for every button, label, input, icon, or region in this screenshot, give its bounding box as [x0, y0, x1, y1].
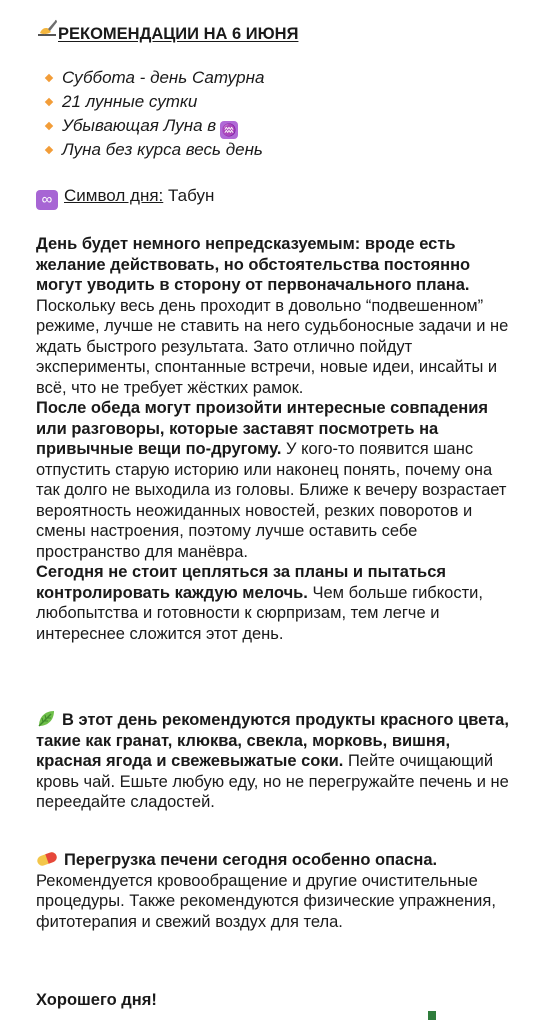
main-paragraph: День будет немного непредсказуемым: вроде есть желание действовать, но обстоятельства постоянно могут уводить в сторону от первоначального плана. Поскольку весь день проходит в довольно “подвешенном” режиме, лучше не ставить на него судьбоносные задачи и не ждать быстрого результата. Зато отлично пойдут эксперименты, спонтанные встречи, новые идеи, инсайты и всё, что не требует жёстких рамок. После обеда могут произойти интересные совпадения или разговоры, которые заставят посмотреть на привычные вещи по-другому. У кого-то появится шанс отпустить старую историю или наконец понять, почему она так долго не выходила из головы. Ближе к вечеру возрастает вероятность неожиданных новостей, резких поворотов и смены настроения, поэтому лучше оставить себе пространство для манёвра. Сегодня не стоит цепляться за планы и пытаться контролировать каждую мелочь. Чем больше гибкости, любопытства и готовности к сюрпризам, тем легче и интереснее сложится этот день.	[36, 235, 509, 643]
liver-paragraph: Перегрузка печени сегодня особенно опасна. Рекомендуется кровообращение и другие очистительные процедуры. Также рекомендуются физические упражнения, фитотерапия и свежий воздух для тела.	[36, 851, 496, 931]
day-facts-list	[44, 66, 264, 162]
aquarius-icon: ♒	[221, 123, 237, 137]
orange-diamond-icon	[45, 121, 53, 129]
page-title: РЕКОМЕНДАЦИИ НА 6 ИЮНЯ	[58, 25, 299, 43]
corner-mark	[428, 1011, 436, 1020]
food-paragraph: В этот день рекомендуются продукты красного цвета, такие как гранат, клюква, свекла, морковь, вишня, красная ягода и свежевыжатые соки. Пейте очищающий кровь чай. Ешьте любую еду, но не перегружайте печень и не переедайте сладостей.	[36, 711, 509, 811]
symbol-value: Табун	[168, 186, 215, 205]
pill-icon	[36, 851, 58, 865]
symbol-label: Символ дня:	[64, 186, 164, 205]
orange-diamond-icon	[45, 145, 53, 153]
orange-diamond-icon	[45, 97, 53, 105]
goodbye-text: Хорошего дня!	[36, 991, 157, 1009]
leafy-green-icon	[36, 709, 56, 729]
list-item: Луна без курса весь день	[44, 138, 264, 162]
list-item: Убывающая Луна в ♒	[44, 114, 264, 138]
list-item: Суббота - день Сатурна	[44, 66, 264, 90]
list-item: 21 лунные сутки	[44, 90, 264, 114]
symbol-of-day	[36, 184, 214, 210]
writing-hand-icon	[36, 19, 58, 44]
infinity-icon: ∞	[36, 190, 58, 210]
orange-diamond-icon	[45, 73, 53, 81]
title-row	[36, 19, 298, 44]
